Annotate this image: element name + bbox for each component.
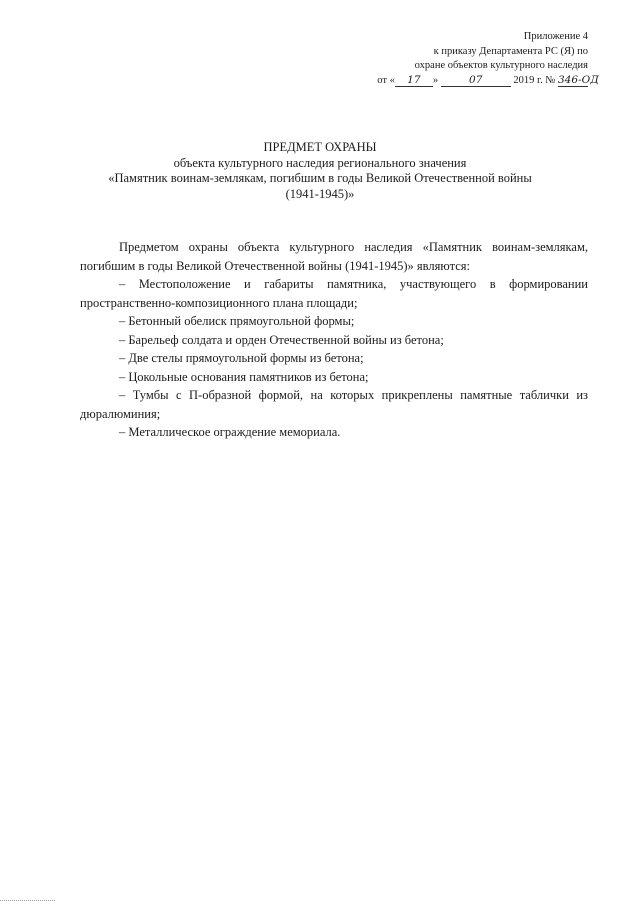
list-item: – Барельеф солдата и орден Отечественной войны из бетона; — [119, 332, 444, 347]
document-title-block — [60, 140, 580, 202]
list-item: – Две стелы прямоугольной формы из бетона; — [119, 351, 364, 365]
list-item: – Металлическое ограждение мемориала. — [119, 425, 341, 439]
appendix-header — [358, 30, 599, 88]
appendix-order-ref: к приказу Департамента РС (Я) по — [433, 45, 588, 57]
monument-name: «Памятник воинам-землякам, погибшим в годы Великой Отечественной войны — [108, 171, 532, 185]
list-item: – Цокольные основания памятников из бетона; — [119, 369, 369, 384]
handwritten-day: 17 — [395, 75, 433, 87]
list-item: – Тумбы с П-образной формой, на которых прикреплены памятные таблички из дюралюминия; — [80, 388, 588, 421]
appendix-date-line — [358, 73, 599, 89]
appendix-department: охране объектов культурного наследия — [414, 60, 588, 71]
list-item: – Местоположение и габариты памятника, участвующего в формировании пространственно-композиционного плана площади; — [80, 277, 588, 310]
intro-paragraph: Предметом охраны объекта культурного наследия «Памятник воинам-землякам, погибшим в годы Великой Отечественной войны (1941-1945)» являются: — [80, 240, 588, 273]
date-quote: » — [432, 74, 439, 86]
handwritten-order-number: 346-ОД — [558, 73, 599, 86]
document-heading: ПРЕДМЕТ ОХРАНЫ — [263, 140, 377, 154]
document-subheading: объекта культурного наследия регионального значения — [173, 155, 467, 170]
footer-divider — [0, 900, 55, 901]
handwritten-month: 07 — [441, 75, 511, 87]
monument-years: (1941-1945)» — [285, 186, 355, 201]
date-year: 2019 г. № — [513, 74, 556, 86]
date-prefix: от « — [377, 74, 395, 86]
list-item: – Бетонный обелиск прямоугольной формы; — [119, 314, 355, 328]
document-body — [80, 238, 588, 442]
appendix-title: Приложение 4 — [523, 31, 588, 42]
